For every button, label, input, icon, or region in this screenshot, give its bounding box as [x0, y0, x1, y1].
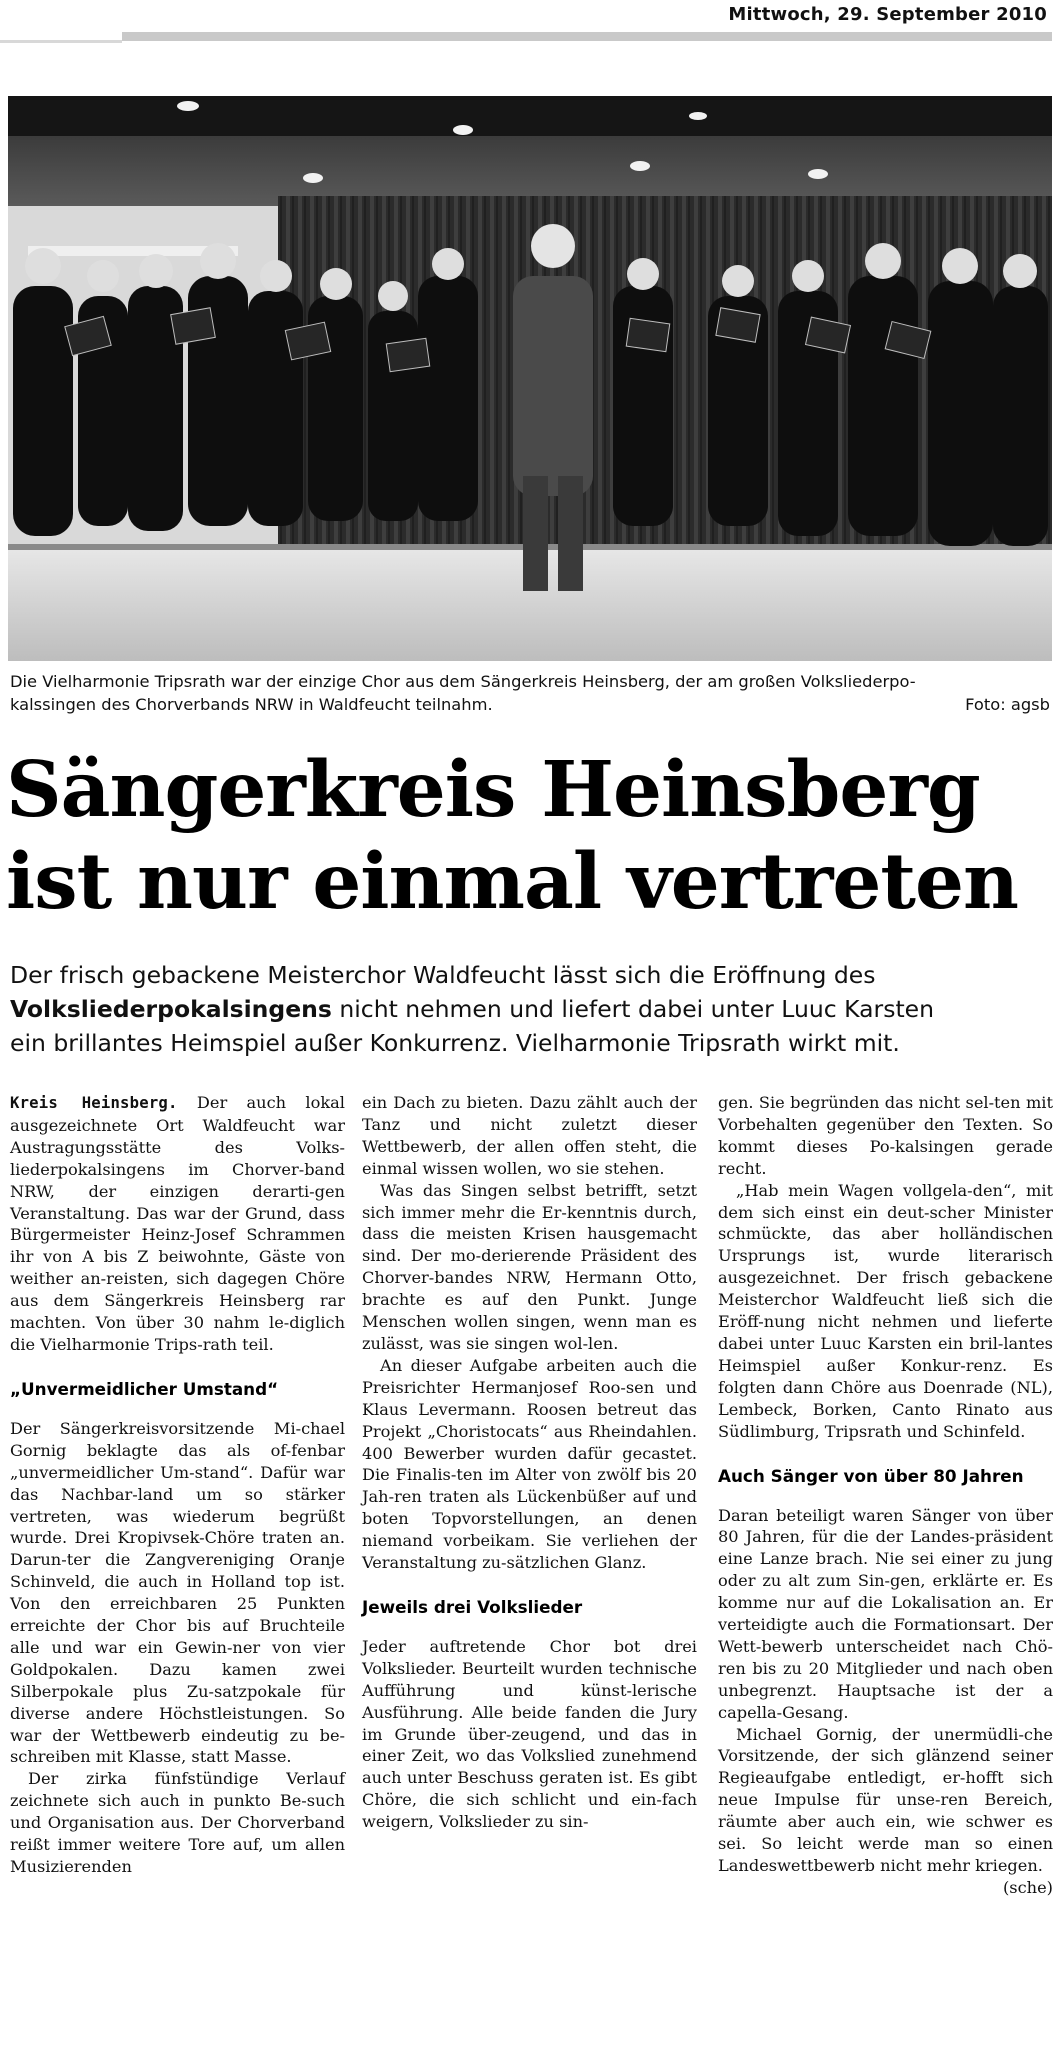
deck-bold-term: Volksliederpokalsingens — [10, 995, 332, 1023]
deck-line-2: nicht nehmen und liefert dabei unter Luuc Karsten — [331, 995, 935, 1023]
article-headline — [6, 744, 1056, 928]
caption-line-2: kalssingen des Chorverbands NRW in Waldfeucht teilnahm. — [10, 695, 493, 714]
subheading: Jeweils drei Volkslieder — [362, 1596, 583, 1617]
paragraph: Daran beteiligt waren Sänger von über 80 Jahren, für die der Landes-präsident eine Lanze brach. Nie sei einer zu jung oder zu alt zum Sin-gen, erklärte er. Es komme nur auf die Lokalisation an. Er verteidigte auch die Formationsart. Der Wett-bewerb unterscheidet nach Chö-ren bis zu 20 Mitglieder und nach oben unbegrenzt. Hauptsache ist der a capella-Gesang. — [718, 1505, 1053, 1722]
issue-date: Mittwoch, 29. September 2010 — [728, 4, 1047, 25]
photo-caption — [10, 670, 1050, 716]
deck-line-3: ein brillantes Heimspiel außer Konkurrenz. Vielharmonie Tripsrath wirkt mit. — [10, 1029, 900, 1057]
paragraph: Michael Gornig, der unermüdli-che Vorsitzende, der sich glänzend seiner Regieaufgabe entledigt, er-hofft sich neue Impulse für unse-ren Bereich, räumte aber auch ein, wie schwer es sei. So leicht werde man so einen Landeswettbewerb nicht mehr kriegen. (sche) — [718, 1724, 1053, 1897]
photo-credit: Foto: agsb — [965, 695, 1050, 714]
paragraph: Jeder auftretende Chor bot drei Volkslieder. Beurteilt wurden technische Aufführung und künst-lerische Ausführung. Alle beide fanden die Jury im Grunde über-zeugend, und das in einer Zeit, wo das Volkslied zunehmend auch unter Beschuss geraten ist. Es gibt Chöre, die sich schlicht und ein-fach weigern, Volkslieder zu sin- — [362, 1636, 697, 1832]
header-rule-left — [0, 40, 122, 43]
paragraph: Was das Singen selbst betrifft, setzt sich immer mehr die Er-kenntnis durch, dass die meisten Krisen hausgemacht sind. Der mo-derierende Präsident des Chorver-bandes NRW, Hermann Otto, brachte es auf den Punkt. Junge Menschen wollen singen, wenn man es zulässt, was sie singen wol-len. — [362, 1180, 697, 1353]
header-rule — [122, 32, 1052, 41]
paragraph: Der Sängerkreisvorsitzende Mi-chael Gornig beklagte das als of-fenbar „unvermeidlicher Um-stand“. Dafür war das Nachbar-land um so stärker vertreten, was wiederum begrüßt wurde. Drei Kropivsek-Chöre traten an. Darun-ter die Zangvereniging Oranje Schinveld, die auch in Holland top ist. Von den erreichbaren 25 Punkten erreichte der Chor bis auf Bruchteile alle und war ein Gewin-ner von vier Goldpokalen. Dazu kamen zwei Silberpokale plus Zu-satzpokale für diverse andere Höchstleistungen. So war der Wettbewerb eindeutig zu be-schreiben mit Klasse, statt Masse. — [10, 1418, 345, 1767]
headline-line-1: Sängerkreis Heinsberg — [6, 745, 980, 835]
paragraph: gen. Sie begründen das nicht sel-ten mit Vorbehalten gegenüber den Texten. So kommt dieses Po-kalsingen gerade recht. — [718, 1093, 1053, 1178]
paragraph: Kreis Heinsberg. Der auch lokal ausgezeichnete Ort Waldfeucht war Austragungsstätte des Volks-liederpokalsingens im Chorver-band NRW, der einzigen derarti-gen Veranstaltung. Das war der Grund, dass Bürgermeister Heinz-Josef Schrammen ihr von A bis Z beiwohnte, Gäste von weither an-reisten, sich dagegen Chöre aus dem Sängerkreis Heinsberg rar machten. Von über 30 nahm le-diglich die Vielharmonie Trips-rath teil. — [10, 1093, 345, 1354]
article-deck — [10, 958, 1055, 1060]
page-header — [0, 0, 1061, 50]
choir-photo — [8, 96, 1052, 661]
paragraph: ein Dach zu bieten. Dazu zählt auch der Tanz und nicht zuletzt dieser Wettbewerb, der allen offen steht, die einmal wissen wollen, wo sie stehen. — [362, 1093, 697, 1178]
subheading: Auch Sänger von über 80 Jahren — [718, 1465, 1024, 1486]
headline-line-2: ist nur einmal vertreten — [6, 837, 1018, 927]
dateline: Kreis Heinsberg. — [10, 1094, 178, 1112]
article-column-1 — [10, 1092, 345, 1878]
paragraph: An dieser Aufgabe arbeiten auch die Preisrichter Hermanjosef Roo-sen und Klaus Levermann. Roosen betreut das Projekt „Choristocats“ aus Rheindahlen. 400 Bewerber wurden dafür gecastet. Die Finalis-ten im Alter von zwölf bis 20 Jah-ren traten als Lückenbüßer auf und boten Topvorstellungen, an denen niemand vorbeikam. Sie verliehen der Veranstaltung zu-sätzlichen Glanz. — [362, 1355, 697, 1573]
subheading: „Unvermeidlicher Umstand“ — [10, 1378, 279, 1399]
caption-line-1: Die Vielharmonie Tripsrath war der einzige Chor aus dem Sängerkreis Heinsberg, der am großen Volksliederpo- — [10, 672, 916, 691]
paragraph: „Hab mein Wagen vollgela-den“, mit dem sich einst ein deut-scher Minister schmückte, das aber holländischen Ursprungs ist, wurde literarisch ausgezeichnet. Der frisch gebackene Meisterchor Waldfeucht ließ sich die Eröff-nung nicht nehmen und lieferte dabei unter Luuc Karsten ein bril-lantes Heimspiel außer Konkur-renz. Es folgten dann Chöre aus Doenrade (NL), Lembeck, Borken, Canto Rinato aus Südlimburg, Tripsrath und Schinfeld. — [718, 1180, 1053, 1441]
article-column-3 — [718, 1092, 1053, 1899]
choir-photo-icon — [8, 96, 1052, 661]
deck-line-1: Der frisch gebackene Meisterchor Waldfeucht lässt sich die Eröffnung des — [10, 961, 876, 989]
article-column-2 — [362, 1092, 697, 1833]
paragraph: Der zirka fünfstündige Verlauf zeichnete sich auch in punkto Be-such und Organisation aus. Der Chorverband reißt immer weitere Tore auf, um allen Musizierenden — [10, 1769, 345, 1876]
author-signature: (sche) — [1002, 1877, 1053, 1897]
